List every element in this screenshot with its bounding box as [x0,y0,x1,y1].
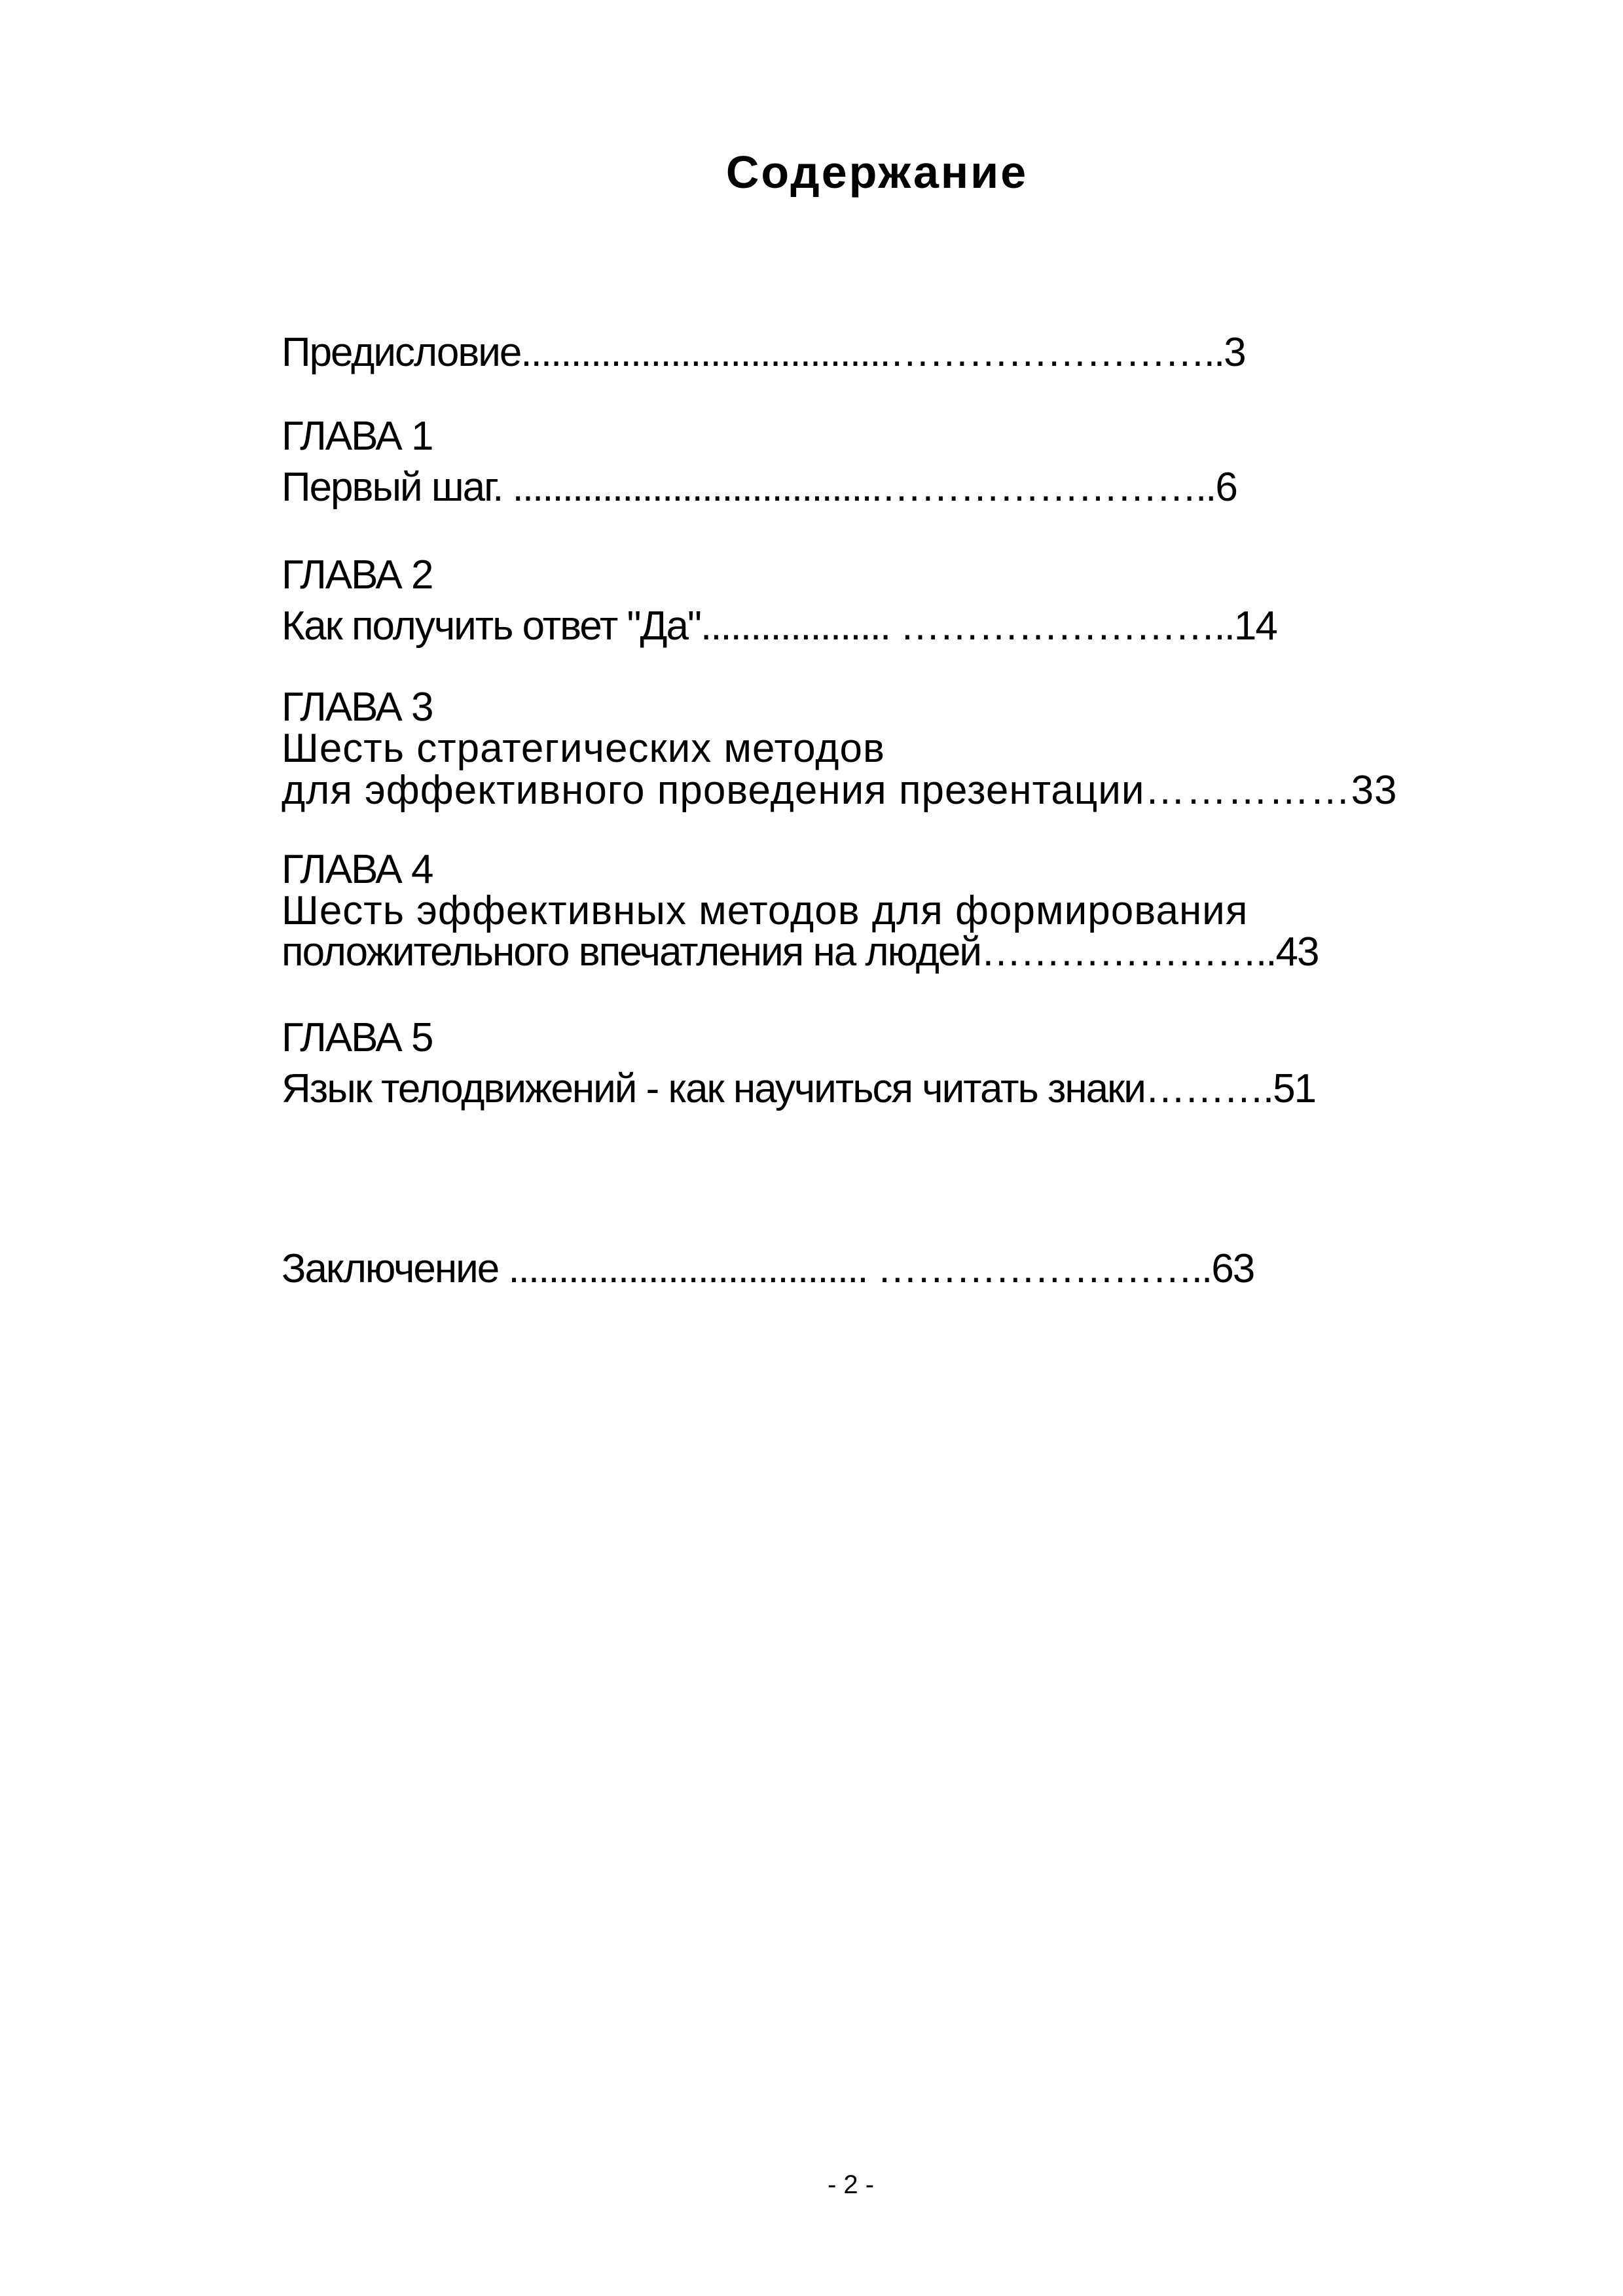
toc-entry-chapter-2: Как получить ответ "Да"................... ……………………..14 [282,603,1277,649]
chapter-1-heading: ГЛАВА 1 [282,414,433,459]
toc-entry-chapter-4-line-2: положительного впечатления на людей…………………..43 [282,929,1319,975]
toc-entry-chapter-3-line-1: Шесть стратегических методов [282,726,885,771]
toc-entry-conclusion: Заключение .................................... ……………………..63 [282,1246,1254,1291]
toc-entry-chapter-3-line-2: для эффективного проведения презентации……………33 [282,768,1398,813]
page-number: - 2 - [827,2170,875,2199]
toc-entry-chapter-4-line-1: Шесть эффективных методов для формирования [282,888,1249,933]
chapter-2-heading: ГЛАВА 2 [282,552,433,598]
chapter-5-heading: ГЛАВА 5 [282,1015,433,1060]
chapter-4-heading: ГЛАВА 4 [282,847,433,892]
toc-entry-chapter-1: Первый шаг. .....................................……………………..6 [282,465,1237,510]
page-title: Содержание [725,147,1029,198]
chapter-3-heading: ГЛАВА 3 [282,685,433,730]
toc-entry-preface: Предисловие.....................................……………………..3 [282,330,1245,375]
toc-entry-chapter-5: Язык телодвижений - как научиться читать знаки……….51 [282,1066,1316,1111]
